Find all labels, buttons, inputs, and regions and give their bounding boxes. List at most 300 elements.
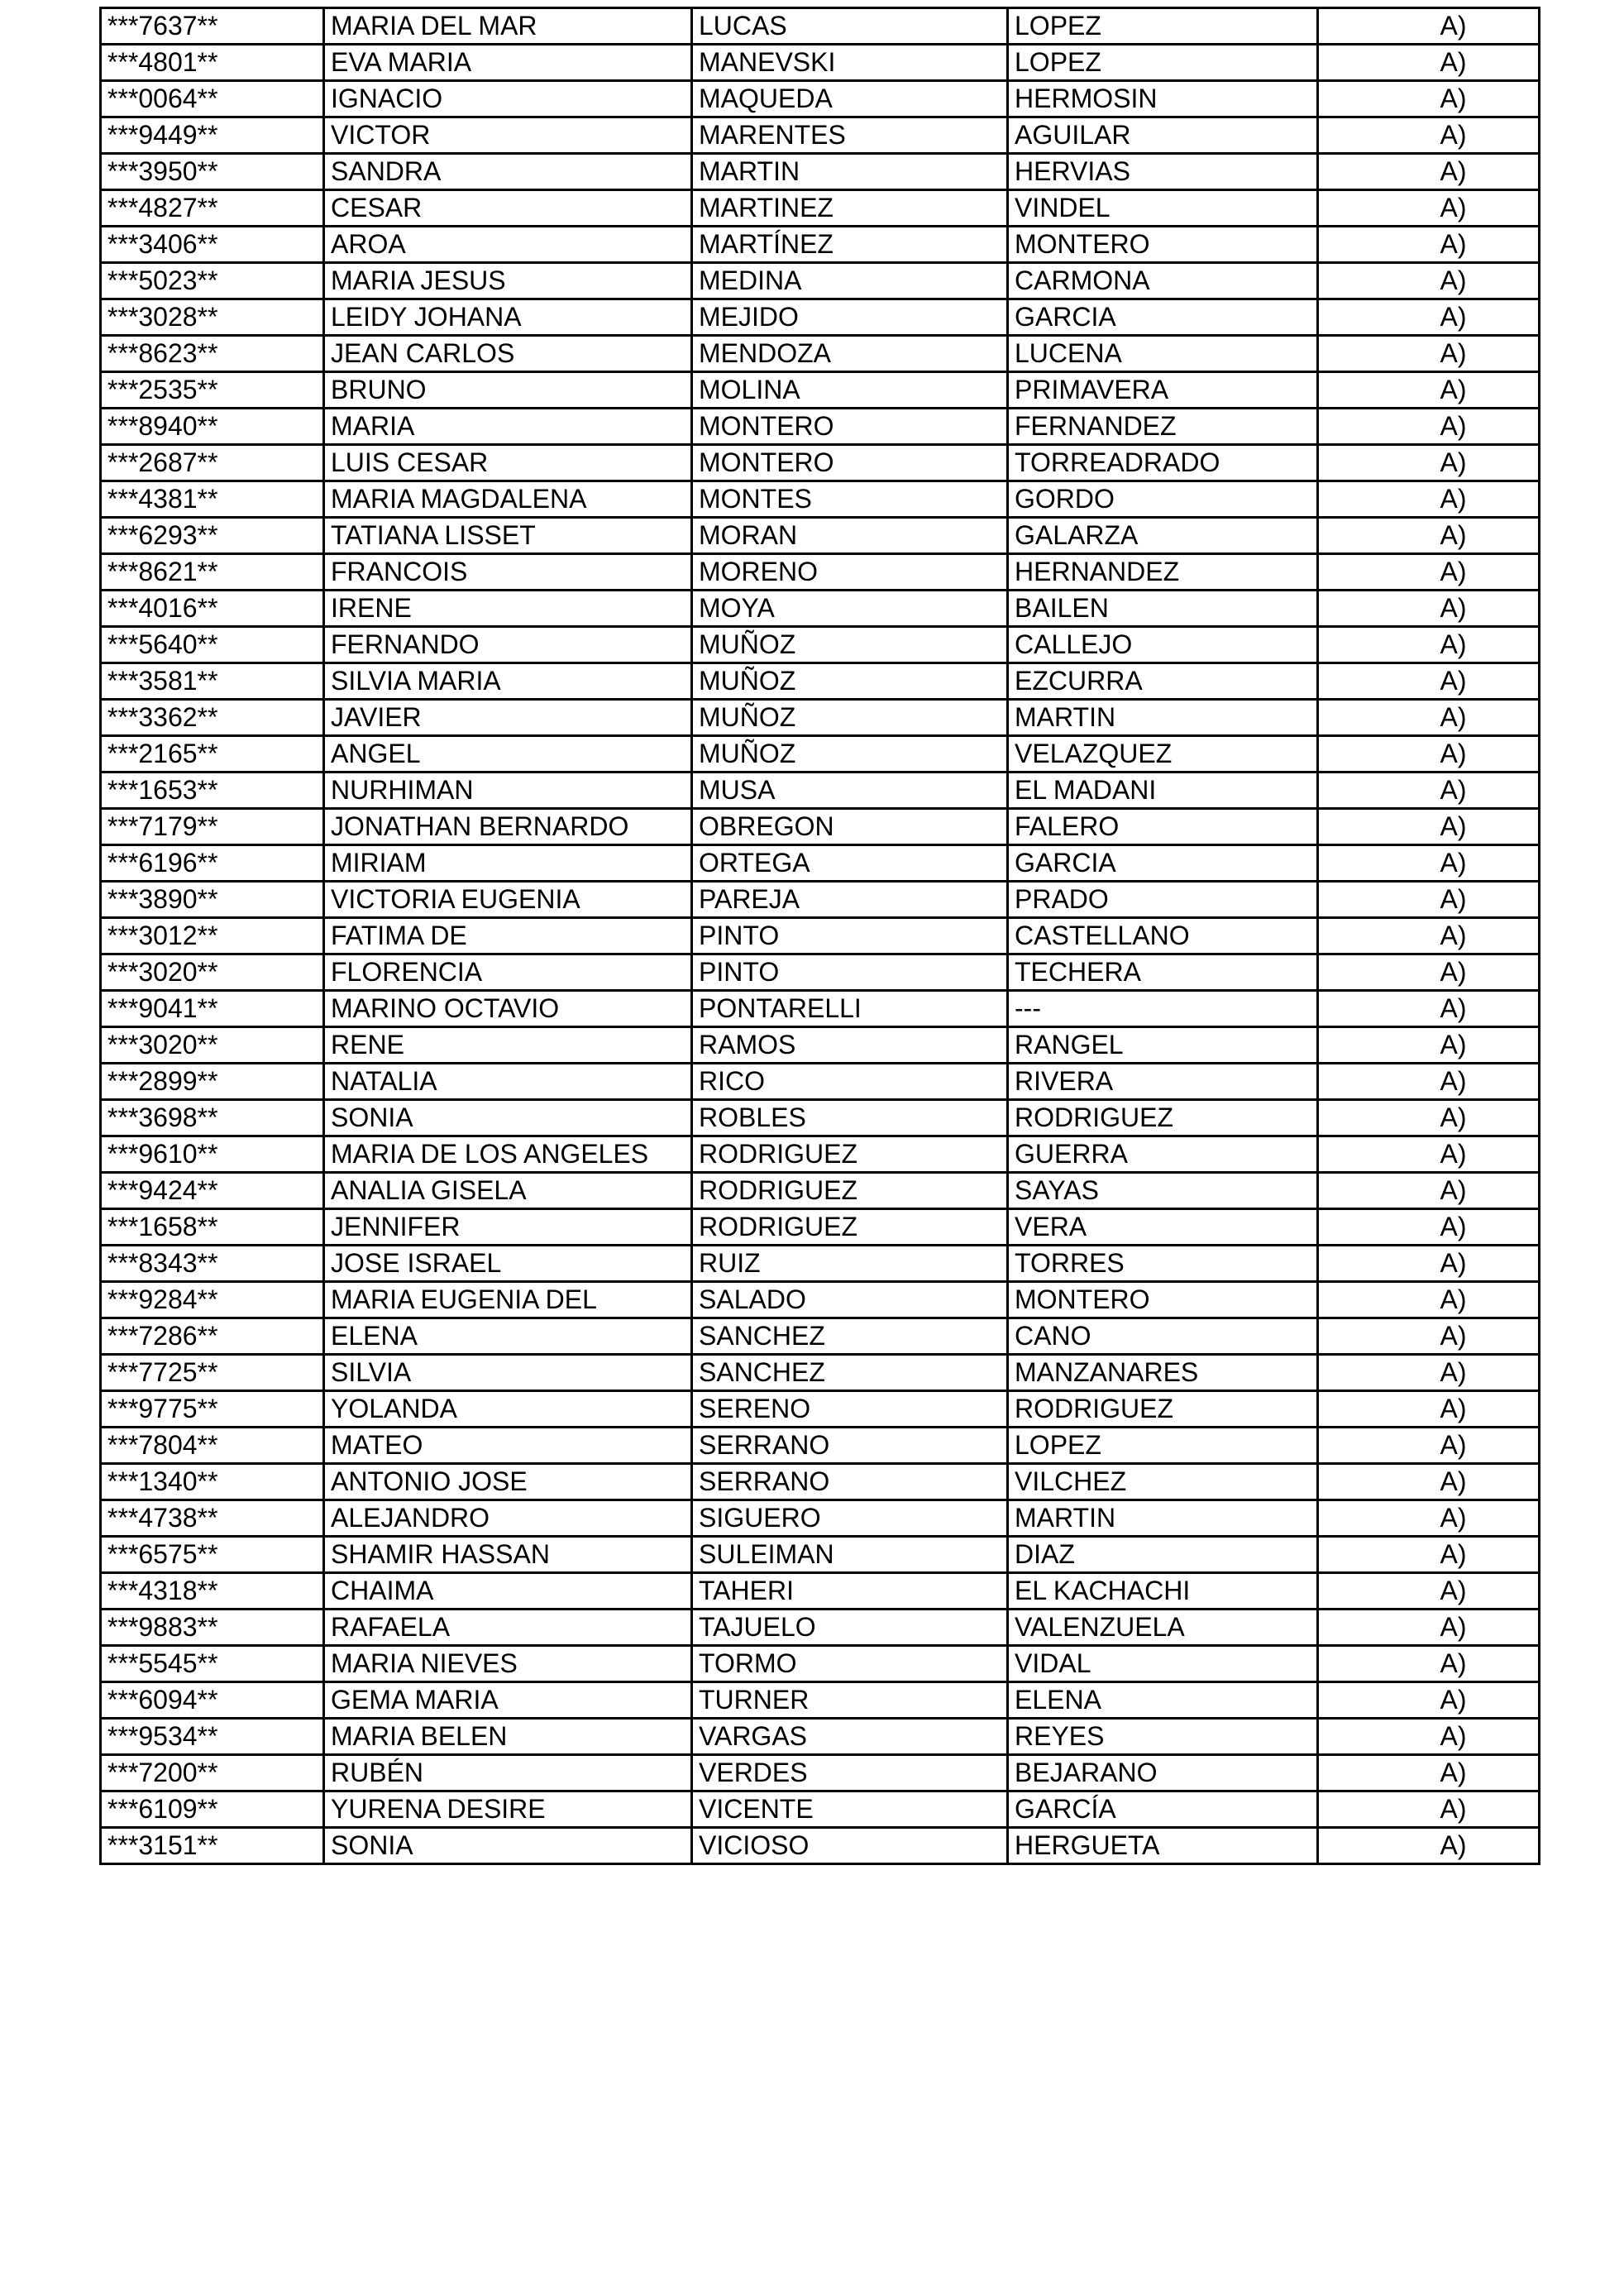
surname-1-cell: SULEIMAN xyxy=(692,1537,1008,1573)
table-row xyxy=(101,117,1540,154)
surname-1-cell: SERENO xyxy=(692,1391,1008,1428)
id-cell: ***3020** xyxy=(101,954,324,991)
group-cell: A) xyxy=(1318,1064,1540,1100)
surname-1-cell: LUCAS xyxy=(692,8,1008,45)
group-cell: A) xyxy=(1318,409,1540,445)
group-cell: A) xyxy=(1318,336,1540,372)
table-row xyxy=(101,1537,1540,1573)
id-cell: ***2535** xyxy=(101,372,324,409)
surname-2-cell: VIDAL xyxy=(1008,1646,1318,1682)
group-cell: A) xyxy=(1318,117,1540,154)
first-name-cell: SONIA xyxy=(324,1100,692,1136)
id-cell: ***2165** xyxy=(101,736,324,773)
group-cell: A) xyxy=(1318,991,1540,1027)
surname-1-cell: TURNER xyxy=(692,1682,1008,1719)
id-cell: ***8623** xyxy=(101,336,324,372)
first-name-cell: ALEJANDRO xyxy=(324,1500,692,1537)
surname-1-cell: MOLINA xyxy=(692,372,1008,409)
id-cell: ***9041** xyxy=(101,991,324,1027)
surname-1-cell: SERRANO xyxy=(692,1464,1008,1500)
table-row xyxy=(101,1391,1540,1428)
surname-2-cell: MONTERO xyxy=(1008,1282,1318,1318)
surname-2-cell: LOPEZ xyxy=(1008,1428,1318,1464)
admission-list-table xyxy=(99,7,1540,1865)
id-cell: ***7725** xyxy=(101,1355,324,1391)
id-cell: ***9883** xyxy=(101,1610,324,1646)
first-name-cell: MARINO OCTAVIO xyxy=(324,991,692,1027)
surname-1-cell: TAJUELO xyxy=(692,1610,1008,1646)
table-row xyxy=(101,481,1540,518)
group-cell: A) xyxy=(1318,736,1540,773)
group-cell: A) xyxy=(1318,1537,1540,1573)
group-cell: A) xyxy=(1318,1100,1540,1136)
group-cell: A) xyxy=(1318,845,1540,882)
surname-2-cell: --- xyxy=(1008,991,1318,1027)
table-row xyxy=(101,1755,1540,1791)
surname-2-cell: TORRES xyxy=(1008,1246,1318,1282)
surname-1-cell: PAREJA xyxy=(692,882,1008,918)
group-cell: A) xyxy=(1318,591,1540,627)
group-cell: A) xyxy=(1318,1246,1540,1282)
first-name-cell: FLORENCIA xyxy=(324,954,692,991)
surname-2-cell: RODRIGUEZ xyxy=(1008,1391,1318,1428)
surname-2-cell: BAILEN xyxy=(1008,591,1318,627)
surname-1-cell: VARGAS xyxy=(692,1719,1008,1755)
id-cell: ***3151** xyxy=(101,1828,324,1864)
id-cell: ***3950** xyxy=(101,154,324,190)
surname-2-cell: CARMONA xyxy=(1008,263,1318,299)
surname-1-cell: VICIOSO xyxy=(692,1828,1008,1864)
group-cell: A) xyxy=(1318,1391,1540,1428)
first-name-cell: SILVIA xyxy=(324,1355,692,1391)
first-name-cell: MARIA xyxy=(324,409,692,445)
id-cell: ***1658** xyxy=(101,1209,324,1246)
surname-2-cell: HERMOSIN xyxy=(1008,81,1318,117)
group-cell: A) xyxy=(1318,372,1540,409)
id-cell: ***9775** xyxy=(101,1391,324,1428)
surname-1-cell: MOYA xyxy=(692,591,1008,627)
surname-2-cell: ELENA xyxy=(1008,1682,1318,1719)
table-row xyxy=(101,1610,1540,1646)
table-row xyxy=(101,991,1540,1027)
surname-1-cell: MARENTES xyxy=(692,117,1008,154)
id-cell: ***1653** xyxy=(101,773,324,809)
id-cell: ***3012** xyxy=(101,918,324,954)
first-name-cell: LEIDY JOHANA xyxy=(324,299,692,336)
table-row xyxy=(101,336,1540,372)
surname-2-cell: MANZANARES xyxy=(1008,1355,1318,1391)
group-cell: A) xyxy=(1318,663,1540,700)
surname-1-cell: SIGUERO xyxy=(692,1500,1008,1537)
first-name-cell: SANDRA xyxy=(324,154,692,190)
surname-2-cell: LOPEZ xyxy=(1008,8,1318,45)
surname-1-cell: TORMO xyxy=(692,1646,1008,1682)
table-row xyxy=(101,1500,1540,1537)
id-cell: ***5023** xyxy=(101,263,324,299)
surname-1-cell: SANCHEZ xyxy=(692,1318,1008,1355)
surname-1-cell: MUSA xyxy=(692,773,1008,809)
id-cell: ***5640** xyxy=(101,627,324,663)
surname-1-cell: RODRIGUEZ xyxy=(692,1173,1008,1209)
first-name-cell: FERNANDO xyxy=(324,627,692,663)
surname-1-cell: MEDINA xyxy=(692,263,1008,299)
group-cell: A) xyxy=(1318,45,1540,81)
first-name-cell: ANGEL xyxy=(324,736,692,773)
surname-2-cell: TORREADRADO xyxy=(1008,445,1318,481)
id-cell: ***9534** xyxy=(101,1719,324,1755)
id-cell: ***6575** xyxy=(101,1537,324,1573)
table-row xyxy=(101,1646,1540,1682)
group-cell: A) xyxy=(1318,1173,1540,1209)
table-row xyxy=(101,1246,1540,1282)
surname-2-cell: HERNANDEZ xyxy=(1008,554,1318,591)
first-name-cell: CHAIMA xyxy=(324,1573,692,1610)
surname-1-cell: SANCHEZ xyxy=(692,1355,1008,1391)
table-row xyxy=(101,882,1540,918)
table-row xyxy=(101,1828,1540,1864)
first-name-cell: JAVIER xyxy=(324,700,692,736)
first-name-cell: EVA MARIA xyxy=(324,45,692,81)
id-cell: ***9284** xyxy=(101,1282,324,1318)
surname-2-cell: VILCHEZ xyxy=(1008,1464,1318,1500)
group-cell: A) xyxy=(1318,518,1540,554)
table-row xyxy=(101,445,1540,481)
surname-2-cell: AGUILAR xyxy=(1008,117,1318,154)
surname-2-cell: MARTIN xyxy=(1008,700,1318,736)
surname-2-cell: RANGEL xyxy=(1008,1027,1318,1064)
surname-2-cell: VELAZQUEZ xyxy=(1008,736,1318,773)
table-row xyxy=(101,700,1540,736)
first-name-cell: MARIA JESUS xyxy=(324,263,692,299)
first-name-cell: IGNACIO xyxy=(324,81,692,117)
group-cell: A) xyxy=(1318,1755,1540,1791)
first-name-cell: AROA xyxy=(324,227,692,263)
table-row xyxy=(101,1573,1540,1610)
surname-2-cell: GALARZA xyxy=(1008,518,1318,554)
surname-2-cell: FALERO xyxy=(1008,809,1318,845)
surname-2-cell: GORDO xyxy=(1008,481,1318,518)
id-cell: ***3581** xyxy=(101,663,324,700)
surname-2-cell: GARCIA xyxy=(1008,299,1318,336)
surname-1-cell: RUIZ xyxy=(692,1246,1008,1282)
surname-2-cell: VINDEL xyxy=(1008,190,1318,227)
group-cell: A) xyxy=(1318,81,1540,117)
surname-1-cell: OBREGON xyxy=(692,809,1008,845)
group-cell: A) xyxy=(1318,481,1540,518)
surname-2-cell: VALENZUELA xyxy=(1008,1610,1318,1646)
id-cell: ***8343** xyxy=(101,1246,324,1282)
first-name-cell: TATIANA LISSET xyxy=(324,518,692,554)
first-name-cell: MARIA NIEVES xyxy=(324,1646,692,1682)
surname-1-cell: VERDES xyxy=(692,1755,1008,1791)
group-cell: A) xyxy=(1318,299,1540,336)
group-cell: A) xyxy=(1318,445,1540,481)
group-cell: A) xyxy=(1318,1136,1540,1173)
group-cell: A) xyxy=(1318,627,1540,663)
surname-1-cell: MORENO xyxy=(692,554,1008,591)
table-row xyxy=(101,1282,1540,1318)
surname-1-cell: MUÑOZ xyxy=(692,736,1008,773)
surname-2-cell: BEJARANO xyxy=(1008,1755,1318,1791)
table-row xyxy=(101,663,1540,700)
surname-1-cell: MUÑOZ xyxy=(692,700,1008,736)
id-cell: ***7637** xyxy=(101,8,324,45)
id-cell: ***9610** xyxy=(101,1136,324,1173)
group-cell: A) xyxy=(1318,954,1540,991)
surname-2-cell: EZCURRA xyxy=(1008,663,1318,700)
table-row xyxy=(101,1100,1540,1136)
id-cell: ***4801** xyxy=(101,45,324,81)
table-row xyxy=(101,954,1540,991)
surname-2-cell: EL KACHACHI xyxy=(1008,1573,1318,1610)
group-cell: A) xyxy=(1318,263,1540,299)
group-cell: A) xyxy=(1318,1464,1540,1500)
group-cell: A) xyxy=(1318,773,1540,809)
table-row xyxy=(101,627,1540,663)
surname-2-cell: EL MADANI xyxy=(1008,773,1318,809)
first-name-cell: MARIA BELEN xyxy=(324,1719,692,1755)
id-cell: ***2899** xyxy=(101,1064,324,1100)
first-name-cell: MATEO xyxy=(324,1428,692,1464)
group-cell: A) xyxy=(1318,1355,1540,1391)
surname-1-cell: TAHERI xyxy=(692,1573,1008,1610)
first-name-cell: JEAN CARLOS xyxy=(324,336,692,372)
surname-1-cell: RAMOS xyxy=(692,1027,1008,1064)
group-cell: A) xyxy=(1318,918,1540,954)
id-cell: ***3362** xyxy=(101,700,324,736)
group-cell: A) xyxy=(1318,554,1540,591)
table-row xyxy=(101,554,1540,591)
first-name-cell: FATIMA DE xyxy=(324,918,692,954)
group-cell: A) xyxy=(1318,190,1540,227)
surname-1-cell: ROBLES xyxy=(692,1100,1008,1136)
surname-2-cell: PRADO xyxy=(1008,882,1318,918)
table-row xyxy=(101,918,1540,954)
table-row xyxy=(101,263,1540,299)
surname-2-cell: RIVERA xyxy=(1008,1064,1318,1100)
surname-1-cell: SERRANO xyxy=(692,1428,1008,1464)
table-row xyxy=(101,591,1540,627)
table-row xyxy=(101,409,1540,445)
id-cell: ***3028** xyxy=(101,299,324,336)
surname-2-cell: REYES xyxy=(1008,1719,1318,1755)
id-cell: ***4827** xyxy=(101,190,324,227)
table-row xyxy=(101,190,1540,227)
first-name-cell: SILVIA MARIA xyxy=(324,663,692,700)
table-row xyxy=(101,1719,1540,1755)
surname-1-cell: MUÑOZ xyxy=(692,627,1008,663)
first-name-cell: VICTORIA EUGENIA xyxy=(324,882,692,918)
group-cell: A) xyxy=(1318,1027,1540,1064)
first-name-cell: MARIA DE LOS ANGELES xyxy=(324,1136,692,1173)
surname-1-cell: MENDOZA xyxy=(692,336,1008,372)
group-cell: A) xyxy=(1318,1573,1540,1610)
surname-2-cell: LOPEZ xyxy=(1008,45,1318,81)
id-cell: ***1340** xyxy=(101,1464,324,1500)
surname-2-cell: DIAZ xyxy=(1008,1537,1318,1573)
id-cell: ***6196** xyxy=(101,845,324,882)
surname-1-cell: MONTERO xyxy=(692,445,1008,481)
group-cell: A) xyxy=(1318,8,1540,45)
first-name-cell: MARIA MAGDALENA xyxy=(324,481,692,518)
table-row xyxy=(101,1136,1540,1173)
group-cell: A) xyxy=(1318,882,1540,918)
surname-1-cell: MONTES xyxy=(692,481,1008,518)
table-row xyxy=(101,299,1540,336)
group-cell: A) xyxy=(1318,809,1540,845)
table-row xyxy=(101,1791,1540,1828)
surname-2-cell: MARTIN xyxy=(1008,1500,1318,1537)
surname-2-cell: PRIMAVERA xyxy=(1008,372,1318,409)
id-cell: ***3406** xyxy=(101,227,324,263)
group-cell: A) xyxy=(1318,1318,1540,1355)
group-cell: A) xyxy=(1318,1646,1540,1682)
surname-1-cell: MARTÍNEZ xyxy=(692,227,1008,263)
table-row xyxy=(101,372,1540,409)
id-cell: ***7286** xyxy=(101,1318,324,1355)
group-cell: A) xyxy=(1318,1282,1540,1318)
first-name-cell: SONIA xyxy=(324,1828,692,1864)
surname-1-cell: SALADO xyxy=(692,1282,1008,1318)
first-name-cell: JOSE ISRAEL xyxy=(324,1246,692,1282)
surname-2-cell: GARCÍA xyxy=(1008,1791,1318,1828)
table-row xyxy=(101,45,1540,81)
first-name-cell: CESAR xyxy=(324,190,692,227)
table-row xyxy=(101,1318,1540,1355)
group-cell: A) xyxy=(1318,1719,1540,1755)
id-cell: ***6109** xyxy=(101,1791,324,1828)
table-row xyxy=(101,1682,1540,1719)
first-name-cell: GEMA MARIA xyxy=(324,1682,692,1719)
surname-1-cell: MUÑOZ xyxy=(692,663,1008,700)
surname-1-cell: MARTIN xyxy=(692,154,1008,190)
table-row xyxy=(101,1064,1540,1100)
id-cell: ***4381** xyxy=(101,481,324,518)
first-name-cell: RUBÉN xyxy=(324,1755,692,1791)
group-cell: A) xyxy=(1318,1209,1540,1246)
table-row xyxy=(101,809,1540,845)
surname-2-cell: LUCENA xyxy=(1008,336,1318,372)
surname-2-cell: HERVIAS xyxy=(1008,154,1318,190)
surname-2-cell: FERNANDEZ xyxy=(1008,409,1318,445)
group-cell: A) xyxy=(1318,1610,1540,1646)
surname-1-cell: RODRIGUEZ xyxy=(692,1209,1008,1246)
surname-2-cell: VERA xyxy=(1008,1209,1318,1246)
table-row xyxy=(101,1355,1540,1391)
first-name-cell: RAFAELA xyxy=(324,1610,692,1646)
surname-1-cell: MORAN xyxy=(692,518,1008,554)
surname-1-cell: MONTERO xyxy=(692,409,1008,445)
first-name-cell: IRENE xyxy=(324,591,692,627)
id-cell: ***7179** xyxy=(101,809,324,845)
id-cell: ***0064** xyxy=(101,81,324,117)
first-name-cell: FRANCOIS xyxy=(324,554,692,591)
surname-1-cell: RICO xyxy=(692,1064,1008,1100)
surname-2-cell: HERGUETA xyxy=(1008,1828,1318,1864)
first-name-cell: SHAMIR HASSAN xyxy=(324,1537,692,1573)
surname-1-cell: VICENTE xyxy=(692,1791,1008,1828)
surname-2-cell: MONTERO xyxy=(1008,227,1318,263)
id-cell: ***3020** xyxy=(101,1027,324,1064)
surname-1-cell: PONTARELLI xyxy=(692,991,1008,1027)
table-row xyxy=(101,773,1540,809)
surname-2-cell: CALLEJO xyxy=(1008,627,1318,663)
first-name-cell: ELENA xyxy=(324,1318,692,1355)
table-body xyxy=(101,8,1540,1864)
first-name-cell: LUIS CESAR xyxy=(324,445,692,481)
id-cell: ***9424** xyxy=(101,1173,324,1209)
table-row xyxy=(101,154,1540,190)
id-cell: ***6293** xyxy=(101,518,324,554)
surname-2-cell: CASTELLANO xyxy=(1008,918,1318,954)
id-cell: ***4738** xyxy=(101,1500,324,1537)
id-cell: ***3698** xyxy=(101,1100,324,1136)
table-row xyxy=(101,81,1540,117)
first-name-cell: MARIA EUGENIA DEL xyxy=(324,1282,692,1318)
first-name-cell: JONATHAN BERNARDO xyxy=(324,809,692,845)
first-name-cell: YURENA DESIRE xyxy=(324,1791,692,1828)
surname-2-cell: SAYAS xyxy=(1008,1173,1318,1209)
table-row xyxy=(101,227,1540,263)
surname-2-cell: TECHERA xyxy=(1008,954,1318,991)
surname-1-cell: PINTO xyxy=(692,954,1008,991)
first-name-cell: RENE xyxy=(324,1027,692,1064)
group-cell: A) xyxy=(1318,1791,1540,1828)
first-name-cell: VICTOR xyxy=(324,117,692,154)
group-cell: A) xyxy=(1318,1500,1540,1537)
surname-2-cell: RODRIGUEZ xyxy=(1008,1100,1318,1136)
id-cell: ***7200** xyxy=(101,1755,324,1791)
table-row xyxy=(101,736,1540,773)
table-row xyxy=(101,518,1540,554)
surname-2-cell: GARCIA xyxy=(1008,845,1318,882)
id-cell: ***4318** xyxy=(101,1573,324,1610)
surname-1-cell: MEJIDO xyxy=(692,299,1008,336)
surname-1-cell: PINTO xyxy=(692,918,1008,954)
group-cell: A) xyxy=(1318,1682,1540,1719)
first-name-cell: MIRIAM xyxy=(324,845,692,882)
first-name-cell: YOLANDA xyxy=(324,1391,692,1428)
group-cell: A) xyxy=(1318,1428,1540,1464)
surname-1-cell: MANEVSKI xyxy=(692,45,1008,81)
surname-1-cell: MARTINEZ xyxy=(692,190,1008,227)
id-cell: ***9449** xyxy=(101,117,324,154)
group-cell: A) xyxy=(1318,227,1540,263)
surname-1-cell: MAQUEDA xyxy=(692,81,1008,117)
table-row xyxy=(101,1173,1540,1209)
id-cell: ***4016** xyxy=(101,591,324,627)
surname-1-cell: RODRIGUEZ xyxy=(692,1136,1008,1173)
id-cell: ***3890** xyxy=(101,882,324,918)
group-cell: A) xyxy=(1318,700,1540,736)
first-name-cell: JENNIFER xyxy=(324,1209,692,1246)
surname-2-cell: GUERRA xyxy=(1008,1136,1318,1173)
id-cell: ***2687** xyxy=(101,445,324,481)
table-row xyxy=(101,8,1540,45)
surname-1-cell: ORTEGA xyxy=(692,845,1008,882)
table-row xyxy=(101,1428,1540,1464)
first-name-cell: NATALIA xyxy=(324,1064,692,1100)
id-cell: ***6094** xyxy=(101,1682,324,1719)
table-row xyxy=(101,1027,1540,1064)
first-name-cell: ANTONIO JOSE xyxy=(324,1464,692,1500)
group-cell: A) xyxy=(1318,154,1540,190)
surname-2-cell: CANO xyxy=(1008,1318,1318,1355)
id-cell: ***8940** xyxy=(101,409,324,445)
table-row xyxy=(101,1209,1540,1246)
table-row xyxy=(101,1464,1540,1500)
id-cell: ***7804** xyxy=(101,1428,324,1464)
